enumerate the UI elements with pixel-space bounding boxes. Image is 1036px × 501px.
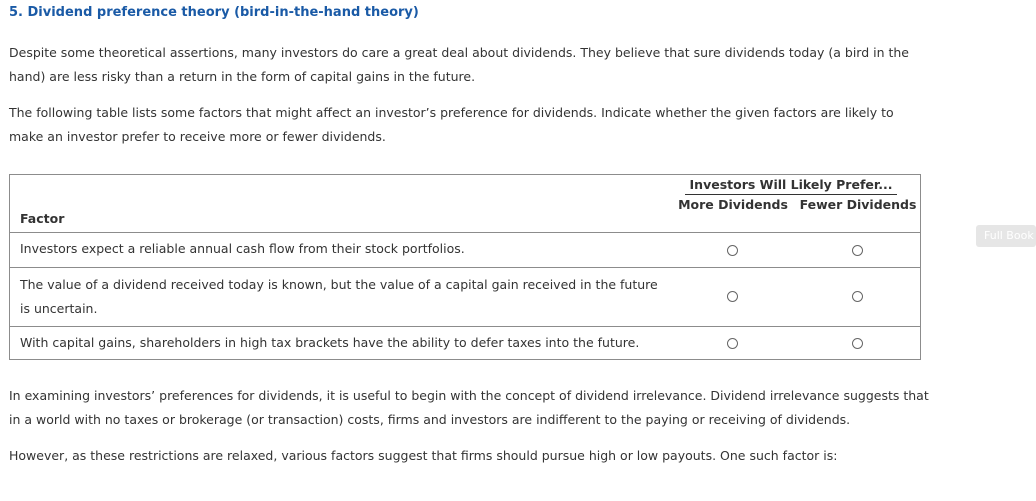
factor-table — [9, 174, 921, 360]
more-dividends-radio[interactable] — [727, 291, 738, 302]
table-row — [10, 232, 920, 268]
factor-text: The value of a dividend received today is known, but the value of a capital gain received in the future is uncertain. — [20, 277, 658, 316]
restrictions-paragraph: However, as these restrictions are relaxed, various factors suggest that firms should pursue high or low payouts. One such factor is: — [9, 448, 838, 463]
more-dividends-radio[interactable] — [727, 338, 738, 349]
table-header — [10, 175, 920, 233]
fewer-dividends-radio[interactable] — [852, 338, 863, 349]
fewer-dividends-radio[interactable] — [852, 291, 863, 302]
preference-group-header: Investors Will Likely Prefer... — [685, 177, 897, 195]
factor-column-header: Factor — [20, 211, 65, 226]
full-book-button[interactable]: Full Book — [976, 225, 1036, 247]
fewer-dividends-radio[interactable] — [852, 245, 863, 256]
instructions-paragraph: The following table lists some factors that might affect an investor’s preference for dividends. Indicate whether the given factors are likely to make an investor prefer to receive more or fewer dividends. — [9, 105, 894, 144]
table-row — [10, 326, 920, 359]
more-dividends-header: More Dividends — [678, 197, 788, 212]
question-title: 5. Dividend preference theory (bird-in-the-hand theory) — [9, 5, 419, 20]
intro-paragraph: Despite some theoretical assertions, many investors do care a great deal about dividends. They believe that sure dividends today (a bird in the hand) are less risky than a return in the form of capital gains in the future. — [9, 45, 909, 84]
fewer-dividends-header: Fewer Dividends — [799, 197, 917, 212]
more-dividends-radio[interactable] — [727, 245, 738, 256]
factor-text: Investors expect a reliable annual cash flow from their stock portfolios. — [20, 241, 465, 256]
factor-text: With capital gains, shareholders in high tax brackets have the ability to defer taxes into the future. — [20, 335, 640, 350]
irrelevance-paragraph: In examining investors’ preferences for dividends, it is useful to begin with the concept of dividend irrelevance. Dividend irrelevance suggests that in a world with no taxes or brokerage (or transaction) costs, firms and investors are indifferent to the paying or receiving of dividends. — [9, 388, 929, 427]
table-row — [10, 267, 920, 327]
